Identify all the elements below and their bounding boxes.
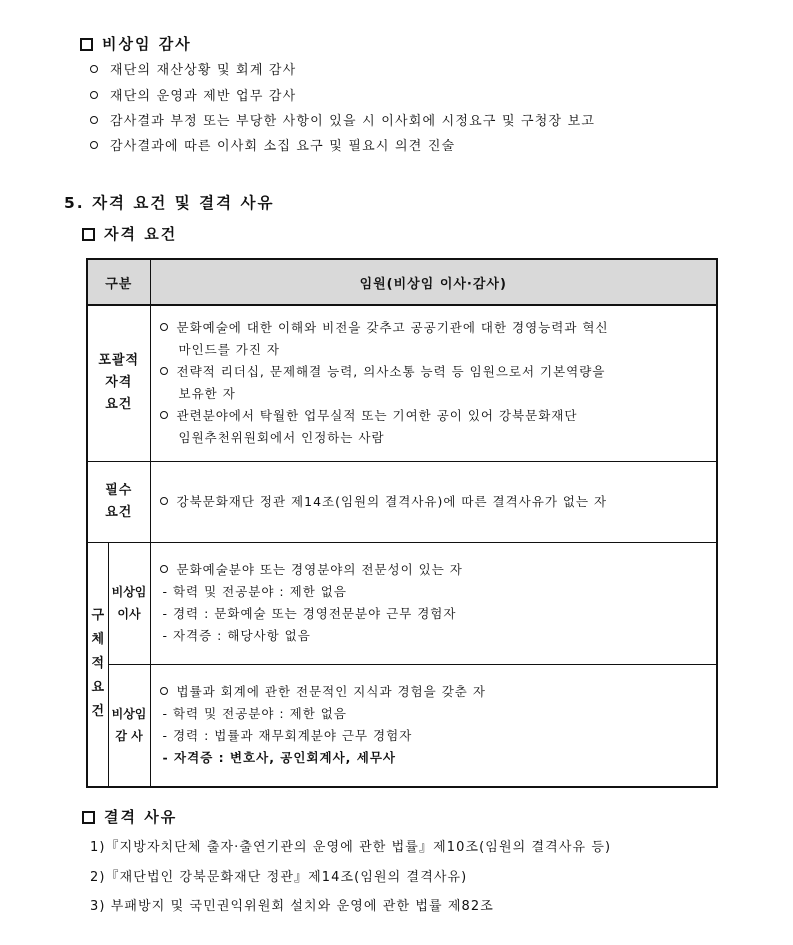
circle-bullet-icon bbox=[90, 116, 98, 124]
list-item: 감사결과에 따른 이사회 소집 요구 및 필요시 의견 진술 bbox=[90, 135, 455, 154]
director-content: 문화예술분야 또는 경영분야의 전문성이 있는 자 - 학력 및 전공분야 : 제한 없음 - 경력 : 문화예술 또는 경영전문분야 근무 경험자 - 자격증 : 해당사항 없음 bbox=[150, 542, 717, 664]
section-5-title: 5. 자격 요건 및 결격 사유 bbox=[64, 194, 275, 212]
header-category: 구분 bbox=[87, 259, 150, 305]
table-row-director bbox=[87, 542, 717, 664]
disqualification-heading: 결격 사유 bbox=[82, 806, 177, 827]
list-item: 1)『지방자치단체 출자·출연기관의 운영에 관한 법률』제10조(임원의 결격사유 등) bbox=[90, 840, 612, 855]
table-header-row bbox=[87, 259, 717, 305]
table-row-required bbox=[87, 461, 717, 542]
general-content: 문화예술에 대한 이해와 비전을 갖추고 공공기관에 대한 경영능력과 혁신 마인드를 가진 자 전략적 리더십, 문제해결 능력, 의사소통 능력 등 임원으로서 기본역량을 보유한 자 관련분야에서 탁월한 업무실적 또는 기여한 공이 있어 강북문화재단 임원추천위원회에서 인정하는 사람 bbox=[150, 305, 717, 461]
circle-bullet-icon bbox=[160, 687, 168, 695]
checkbox-square-icon bbox=[80, 38, 93, 51]
header-officer: 임원(비상임 이사·감사) bbox=[150, 259, 717, 305]
circle-bullet-icon bbox=[90, 65, 98, 73]
auditor-label: 비상임 감 사 bbox=[108, 664, 150, 787]
list-item: 감사결과 부정 또는 부당한 사항이 있을 시 이사회에 시정요구 및 구청장 보고 bbox=[90, 110, 595, 129]
checkbox-square-icon bbox=[82, 811, 95, 824]
director-label: 비상임 이사 bbox=[108, 542, 150, 664]
required-content: 강북문화재단 정관 제14조(임원의 결격사유)에 따른 결격사유가 없는 자 bbox=[150, 461, 717, 542]
circle-bullet-icon bbox=[160, 565, 168, 573]
list-item: 3) 부패방지 및 국민권익위원회 설치와 운영에 관한 법률 제82조 bbox=[90, 899, 494, 914]
qualification-table bbox=[86, 258, 718, 788]
circle-bullet-icon bbox=[160, 411, 168, 419]
checkbox-square-icon bbox=[82, 228, 95, 241]
circle-bullet-icon bbox=[160, 367, 168, 375]
circle-bullet-icon bbox=[90, 141, 98, 149]
specific-label: 구 체 적 요 건 bbox=[87, 542, 108, 787]
auditor-content: 법률과 회계에 관한 전문적인 지식과 경험을 갖춘 자 - 학력 및 전공분야 : 제한 없음 - 경력 : 법률과 재무회계분야 근무 경험자 - 자격증 : 변호사, 공인회계사, 세무사 bbox=[150, 664, 717, 787]
required-label: 필수 요건 bbox=[87, 461, 150, 542]
qualification-heading: 자격 요건 bbox=[82, 223, 177, 244]
list-item: 재단의 재산상황 및 회계 감사 bbox=[90, 59, 296, 78]
list-item: 재단의 운영과 제반 업무 감사 bbox=[90, 85, 296, 104]
auditor-section-heading: 비상임 감사 bbox=[80, 33, 192, 54]
table-row-auditor bbox=[87, 664, 717, 787]
list-item: 2)『재단법인 강북문화재단 정관』제14조(임원의 결격사유) bbox=[90, 870, 468, 885]
table-row-general bbox=[87, 305, 717, 461]
circle-bullet-icon bbox=[160, 323, 168, 331]
circle-bullet-icon bbox=[90, 91, 98, 99]
general-label: 포괄적 자격 요건 bbox=[87, 305, 150, 461]
circle-bullet-icon bbox=[160, 497, 168, 505]
